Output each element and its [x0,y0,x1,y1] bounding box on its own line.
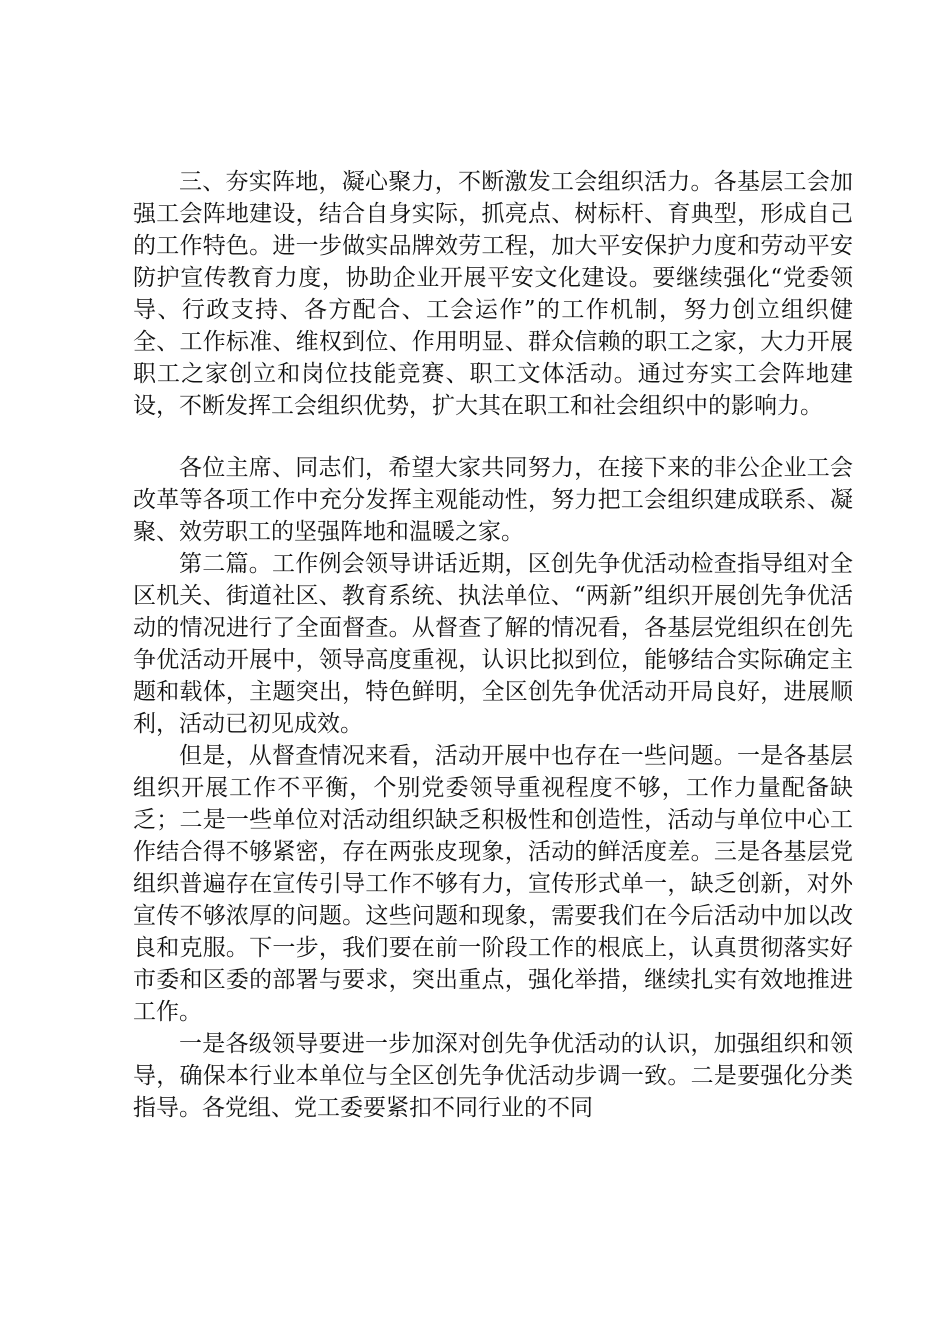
paragraph-gap [133,422,853,452]
document-body [133,166,853,1124]
paragraph-closing-remarks: 各位主席、同志们，希望大家共同努力，在接下来的非公企业工会改革等各项工作中充分发挥主观能动性，努力把工会组织建成联系、凝聚、效劳职工的坚强阵地和温暖之家。 [133,455,853,545]
paragraph-second-article: 第二篇。工作例会领导讲话近期，区创先争优活动检查指导组对全区机关、街道社区、教育系统、执法单位、“两新”组织开展创先争优活动的情况进行了全面督查。从督查了解的情况看，各基层党组织在创先争优活动开展中，领导高度重视，认识比拟到位，能够结合实际确定主题和载体，主题突出，特色鲜明，全区创先争优活动开局良好，进展顺利，活动已初见成效。 [133,551,853,737]
paragraph-problems: 但是，从督查情况来看，活动开展中也存在一些问题。一是各基层组织开展工作不平衡，个别党委领导重视程度不够，工作力量配备缺乏；二是一些单位对活动组织缺乏积极性和创造性，活动与单位中心工作结合得不够紧密，存在两张皮现象，活动的鲜活度差。三是各基层党组织普遍存在宣传引导工作不够有力，宣传形式单一，缺乏创新，对外宣传不够浓厚的问题。这些问题和现象，需要我们在今后活动中加以改良和克服。下一步，我们要在前一阶段工作的根底上，认真贯彻落实好市委和区委的部署与要求，突出重点，强化举措，继续扎实有效地推进工作。 [133,743,853,1025]
paragraph-strengthen-base: 三、夯实阵地，凝心聚力，不断激发工会组织活力。各基层工会加强工会阵地建设，结合自身实际，抓亮点、树标杆、育典型，形成自己的工作特色。进一步做实品牌效劳工程，加大平安保护力度和劳动平安防护宣传教育力度，协助企业开展平安文化建设。要继续强化“党委领导、行政支持、各方配合、工会运作”的工作机制，努力创立组织健全、工作标准、维权到位、作用明显、群众信赖的职工之家，大力开展职工之家创立和岗位技能竞赛、职工文体活动。通过夯实工会阵地建设，不断发挥工会组织优势，扩大其在职工和社会组织中的影响力。 [133,169,853,419]
paragraph-measures: 一是各级领导要进一步加深对创先争优活动的认识，加强组织和领导，确保本行业本单位与全区创先争优活动步调一致。二是要强化分类指导。各党组、党工委要紧扣不同行业的不同 [133,1031,853,1121]
